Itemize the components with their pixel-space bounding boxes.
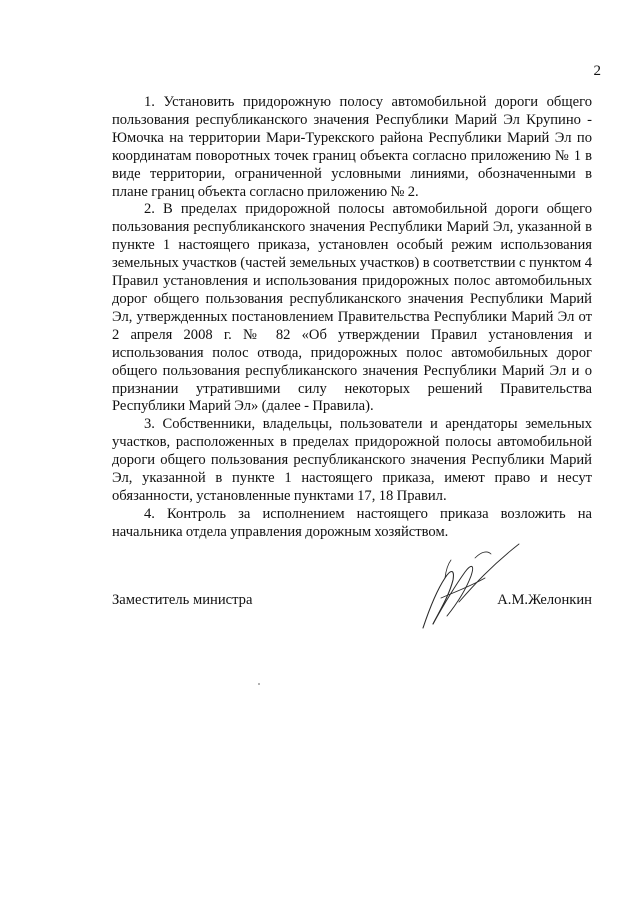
handwritten-signature — [415, 540, 525, 635]
paragraph-1: 1. Установить придорожную полосу автомобильной дороги общего пользования республиканского значения Республики Марий Эл Крупино - Юмочка на территории Мари-Турекского района Республики Марий Эл по координатам поворотных точек границ объекта согласно приложению № 1 в виде территории, ограниченной условными линиями, обозначенными в плане границ объекта согласно приложению № 2. — [112, 94, 592, 200]
signature-block — [112, 591, 592, 611]
scan-speck — [258, 683, 260, 685]
document-body — [112, 94, 592, 542]
paragraph-3: 3. Собственники, владельцы, пользователи и арендаторы земельных участков, расположенных в пределах придорожной полосы автомобильной дороги общего пользования республиканского значения Республики Марий Эл, указанной в пункте 1 настоящего приказа, имеют право и несут обязанности, установленные пунктами 17, 18 Правил. — [112, 416, 592, 504]
signer-title: Заместитель министра — [112, 592, 253, 608]
paragraph-2: 2. В пределах придорожной полосы автомобильной дороги общего пользования республиканского значения Республики Марий Эл, указанной в пункте 1 настоящего приказа, установлен особый режим использования земельных участков (частей земельных участков) в соответствии с пунктом 4 Правил установления и использования придорожных полос автомобильных дорог общего пользования республиканского значения Республики Марий Эл, утвержденных постановлением Правительства Республики Марий Эл от 2 апреля 2008 г. № 82 «Об утверждении Правил установления и использования полос отвода, придорожных полос автомобильных дорог общего пользования республиканского значения Республики Марий Эл и о признании утратившими силу некоторых решений Правительства Республики Марий Эл» (далее - Правила). — [112, 201, 592, 415]
page-number: 2 — [593, 63, 601, 79]
paragraph-4: 4. Контроль за исполнением настоящего приказа возложить на начальника отдела управления дорожным хозяйством. — [112, 505, 592, 540]
signer-name: А.М.Желонкин — [497, 592, 592, 608]
